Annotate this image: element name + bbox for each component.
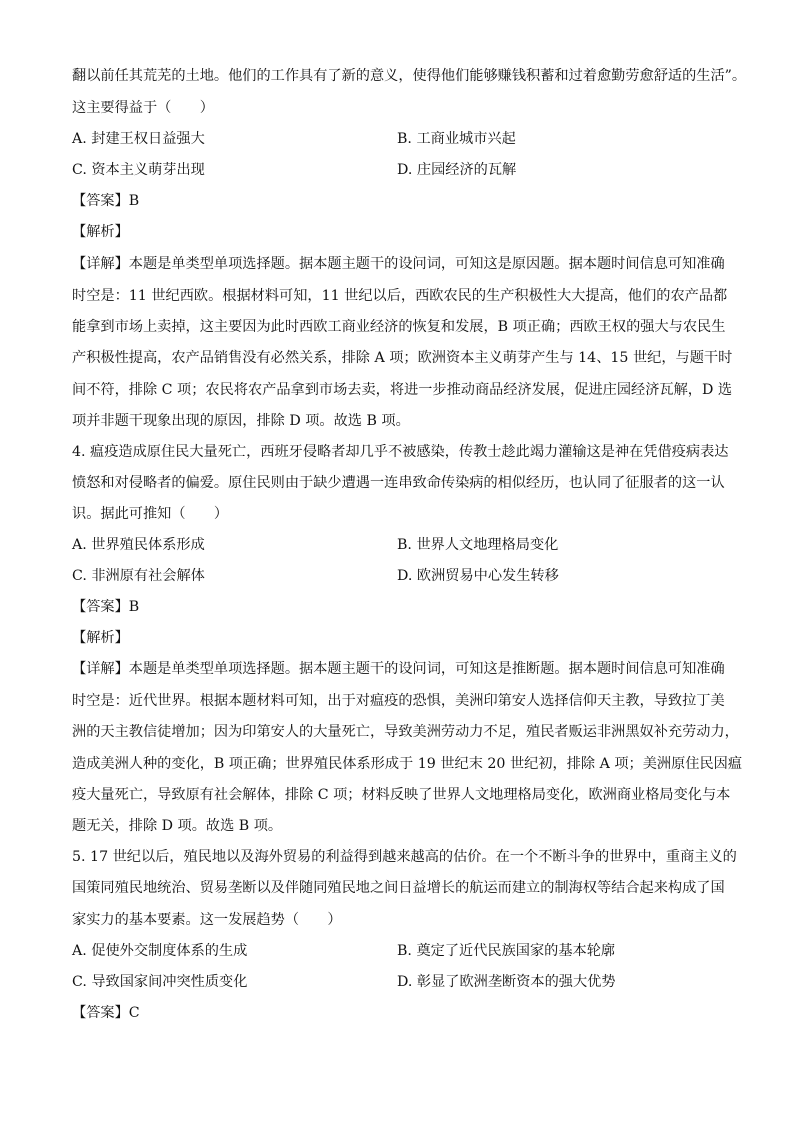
q4-analysis-label: 【解析】: [72, 630, 129, 646]
q3-option-c: C. 资本主义萌芽出现: [72, 162, 205, 178]
q3-option-b: B. 工商业城市兴起: [397, 131, 516, 147]
q4-option-c: C. 非洲原有社会解体: [72, 568, 205, 584]
q5-stem-line: 5. 17 世纪以后，殖民地以及海外贸易的利益得到越来越高的估价。在一个不断斗争的世界中，重商主义的: [72, 849, 737, 865]
q3-analysis-line: 间不符，排除 C 项；农民将农产品拿到市场去卖，将进一步推动商品经济发展，促进庄园经济瓦解，D 选: [72, 382, 733, 398]
q5-stem-line: 国策同殖民地统治、贸易垄断以及伴随同殖民地之间日益增长的航运而建立的制海权等结合起来构成了国: [72, 880, 725, 896]
q4-analysis-line: 【详解】本题是单类型单项选择题。据本题主题干的设问词，可知这是推断题。据本题时间信息可知准确: [72, 661, 725, 677]
q4-analysis-line: 造成美洲人种的变化，B 项正确；世界殖民体系形成于 19 世纪末 20 世纪初，排除 A 项；美洲原住民因瘟: [72, 756, 743, 772]
q3-analysis-line: 产积极性提高，农产品销售没有必然关系，排除 A 项；欧洲资本主义萌芽产生与 14、15 世纪，与题干时: [72, 350, 733, 366]
q4-option-a: A. 世界殖民体系形成: [72, 537, 205, 553]
q3-option-d: D. 庄园经济的瓦解: [397, 162, 517, 178]
q3-analysis-line: 【详解】本题是单类型单项选择题。据本题主题干的设问词，可知这是原因题。据本题时间信息可知准确: [72, 256, 725, 272]
q4-answer: 【答案】B: [72, 599, 140, 615]
q3-analysis-line: 时空是：11 世纪西欧。根据材料可知，11 世纪以后，西欧农民的生产积极性大大提高，他们的农产品都: [72, 288, 728, 304]
q4-stem-line: 识。据此可推知（ ）: [72, 506, 229, 522]
q4-analysis-line: 时空是：近代世界。根据本题材料可知，出于对瘟疫的恐惧，美洲印第安人选择信仰天主教，导致拉丁美: [72, 693, 725, 709]
q5-answer: 【答案】C: [72, 1005, 140, 1021]
q5-option-a: A. 促使外交制度体系的生成: [72, 943, 248, 959]
q4-analysis-line: 题无关，排除 D 项。故选 B 项。: [72, 818, 283, 834]
q5-option-b: B. 奠定了近代民族国家的基本轮廓: [397, 943, 616, 959]
q3-analysis-line: 项并非题干现象出现的原因，排除 D 项。故选 B 项。: [72, 413, 410, 429]
q4-option-b: B. 世界人文地理格局变化: [397, 537, 559, 553]
q3-option-a: A. 封建王权日益强大: [72, 131, 205, 147]
q5-option-c: C. 导致国家间冲突性质变化: [72, 974, 248, 990]
q5-stem-line: 家实力的基本要素。这一发展趋势（ ）: [72, 912, 342, 928]
q4-option-d: D. 欧洲贸易中心发生转移: [397, 568, 559, 584]
q4-stem-line: 愤怒和对侵略者的偏爱。原住民则由于缺少遭遇一连串致命传染病的相似经历，也认同了征服者的这一认: [72, 475, 725, 491]
q4-analysis-line: 洲的天主教信徒增加；因为印第安人的大量死亡，导致美洲劳动力不足，殖民者贩运非洲黑奴补充劳动力，: [72, 724, 739, 740]
q4-stem-line: 4. 瘟疫造成原住民大量死亡，西班牙侵略者却几乎不被感染，传教士趁此竭力灌输这是神在凭借疫病表达: [72, 444, 729, 460]
q3-answer: 【答案】B: [72, 193, 140, 209]
q5-option-d: D. 彰显了欧洲垄断资本的强大优势: [397, 974, 616, 990]
q3-analysis-label: 【解析】: [72, 224, 129, 240]
q3-stem-line: 翻以前任其荒芜的土地。他们的工作具有了新的意义，使得他们能够赚钱积蓄和过着愈勤劳愈舒适的生活”。: [72, 68, 747, 84]
q3-analysis-line: 能拿到市场上卖掉，这主要因为此时西欧工商业经济的恢复和发展，B 项正确；西欧王权的强大与农民生: [72, 319, 726, 335]
q3-stem-line: 这主要得益于（ ）: [72, 100, 214, 116]
q4-analysis-line: 疫大量死亡，导致原有社会解体，排除 C 项；材料反映了世界人文地理格局变化，欧洲商业格局变化与本: [72, 787, 731, 803]
